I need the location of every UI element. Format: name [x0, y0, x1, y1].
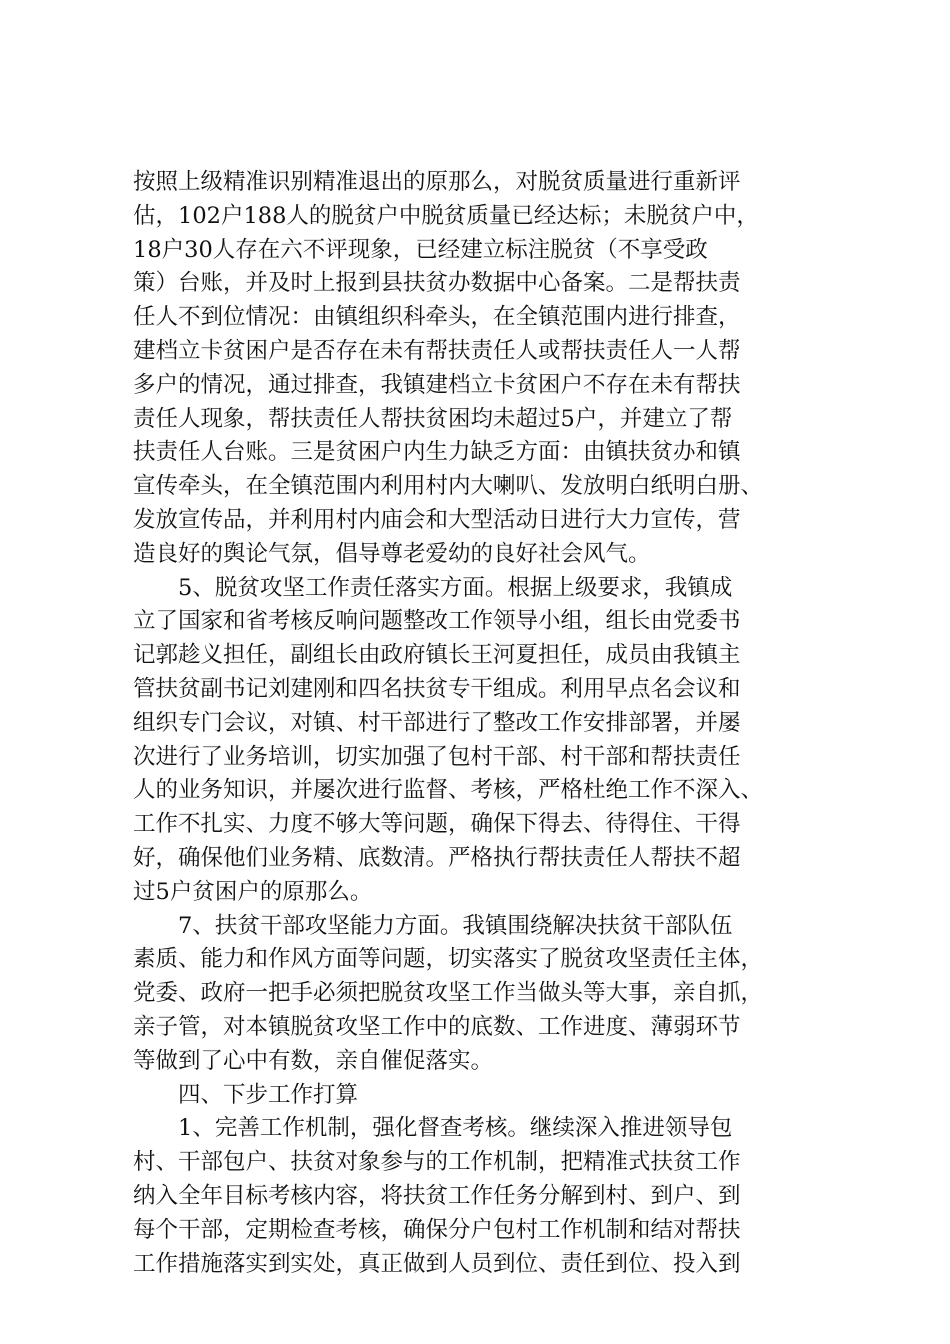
text-line: 次进行了业务培训，切实加强了包村干部、村干部和帮扶责任	[133, 743, 741, 770]
text-line: 纳入全年目标考核内容，将扶贫工作任务分解到村、到户、到	[133, 1182, 741, 1209]
document-body	[133, 166, 833, 1281]
text-line: 过5户贫困户的原那么。	[133, 878, 373, 905]
text-line: 1、完善工作机制，强化督查考核。继续深入推进领导包	[133, 1115, 733, 1142]
text-line: 7、扶贫干部攻坚能力方面。我镇围绕解决扶贫干部队伍	[133, 912, 733, 939]
text-line: 5、脱贫攻坚工作责任落实方面。根据上级要求，我镇成	[133, 574, 733, 601]
text-line: 等做到了心中有数，亲自催促落实。	[133, 1047, 494, 1074]
text-line: 工作不扎实、力度不够大等问题，确保下得去、待得住、干得	[133, 811, 741, 838]
text-line: 建档立卡贫困户是否存在未有帮扶责任人或帮扶责任人一人帮	[133, 337, 741, 364]
text-line: 每个干部，定期检查考核，确保分户包村工作机制和结对帮扶	[133, 1216, 741, 1243]
text-line: 好，确保他们业务精、底数清。严格执行帮扶责任人帮扶不超	[133, 844, 741, 871]
section-heading: 四、下步工作打算	[133, 1081, 359, 1108]
text-line: 亲子管，对本镇脱贫攻坚工作中的底数、工作进度、薄弱环节	[133, 1013, 741, 1040]
text-line: 按照上级精准识别精准退出的原那么，对脱贫质量进行重新评	[133, 169, 741, 195]
text-line: 任人不到位情况：由镇组织科牵头，在全镇范围内进行排查，	[133, 304, 741, 331]
text-line: 估，102户188人的脱贫户中脱贫质量已经达标；未脱贫户中，	[133, 202, 759, 229]
text-line: 立了国家和省考核反响问题整改工作领导小组，组长由党委书	[133, 608, 741, 635]
text-line: 党委、政府一把手必须把脱贫攻坚工作当做头等大事，亲自抓，	[133, 980, 764, 1007]
text-line: 人的业务知识，并屡次进行监督、考核，严格杜绝工作不深入、	[133, 777, 764, 804]
text-line: 责任人现象，帮扶责任人帮扶贫困均未超过5户，并建立了帮	[133, 405, 733, 432]
text-line: 18户30人存在六不评现象，已经建立标注脱贫（不享受政	[133, 236, 708, 263]
text-line: 管扶贫副书记刘建刚和四名扶贫专干组成。利用早点名会议和	[133, 675, 741, 702]
text-line: 策）台账，并及时上报到县扶贫办数据中心备案。二是帮扶责	[133, 270, 741, 297]
text-line: 工作措施落实到实处，真正做到人员到位、责任到位、投入到	[133, 1250, 741, 1277]
text-line: 造良好的舆论气氛，倡导尊老爱幼的良好社会风气。	[133, 540, 651, 567]
text-line: 扶责任人台账。三是贫困户内生力缺乏方面：由镇扶贫办和镇	[133, 439, 741, 466]
text-line: 村、干部包户、扶贫对象参与的工作机制，把精准式扶贫工作	[133, 1149, 741, 1176]
text-line: 记郭趁义担任，副组长由政府镇长王河夏担任，成员由我镇主	[133, 642, 741, 669]
text-line: 发放宣传品，并利用村内庙会和大型活动日进行大力宣传，营	[133, 506, 741, 533]
text-line: 多户的情况，通过排查，我镇建档立卡贫困户不存在未有帮扶	[133, 371, 741, 398]
text-line: 组织专门会议，对镇、村干部进行了整改工作安排部署，并屡	[133, 709, 741, 736]
text-line: 素质、能力和作风方面等问题，切实落实了脱贫攻坚责任主体，	[133, 946, 764, 973]
text-line: 宣传牵头，在全镇范围内利用村内大喇叭、发放明白纸明白册、	[133, 473, 764, 500]
